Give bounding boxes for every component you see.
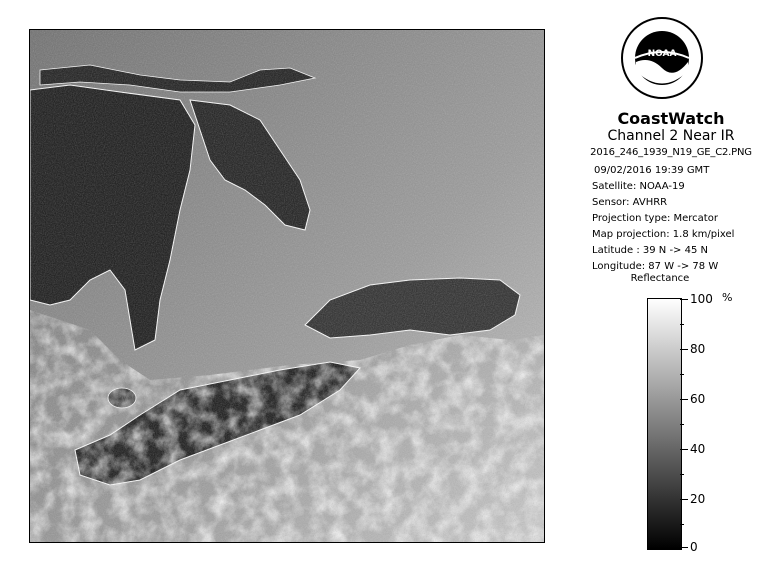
tick-mark xyxy=(680,324,684,325)
tick-mark xyxy=(680,547,688,548)
sensor-label: Sensor: AVHRR xyxy=(592,197,668,208)
reflectance-colorbar xyxy=(647,298,682,550)
app-title: CoastWatch xyxy=(617,109,725,128)
tick-label-20: 20 xyxy=(690,492,706,506)
image-texture xyxy=(30,30,544,542)
latitude-range: Latitude : 39 N -> 45 N xyxy=(592,245,708,256)
tick-mark xyxy=(680,499,688,500)
tick-mark xyxy=(680,299,688,300)
satellite-map xyxy=(30,30,544,542)
file-name: 2016_246_1939_N19_GE_C2.PNG xyxy=(590,147,752,158)
tick-mark xyxy=(680,449,688,450)
noaa-logo-icon xyxy=(620,16,704,100)
tick-mark xyxy=(680,474,684,475)
legend-unit: % xyxy=(722,291,733,304)
satellite-image xyxy=(29,29,545,543)
projection-type: Projection type: Mercator xyxy=(592,213,718,224)
tick-label-40: 40 xyxy=(690,442,706,456)
satellite-label: Satellite: NOAA-19 xyxy=(592,181,685,192)
tick-label-80: 80 xyxy=(690,342,706,356)
tick-label-0: 0 xyxy=(690,540,698,554)
tick-mark xyxy=(680,374,684,375)
noaa-logo xyxy=(620,16,704,100)
channel-label: Channel 2 Near IR xyxy=(607,128,735,144)
map-projection: Map projection: 1.8 km/pixel xyxy=(592,229,735,240)
acquisition-time: 09/02/2016 19:39 GMT xyxy=(594,165,710,176)
tick-mark xyxy=(680,349,688,350)
tick-label-60: 60 xyxy=(690,392,706,406)
tick-mark xyxy=(680,424,684,425)
svg-text:NOAA: NOAA xyxy=(647,49,677,59)
tick-mark xyxy=(680,399,688,400)
tick-label-100: 100 xyxy=(690,292,713,306)
longitude-range: Longitude: 87 W -> 78 W xyxy=(592,261,719,272)
tick-mark xyxy=(680,524,684,525)
legend-title: Reflectance xyxy=(630,273,690,284)
